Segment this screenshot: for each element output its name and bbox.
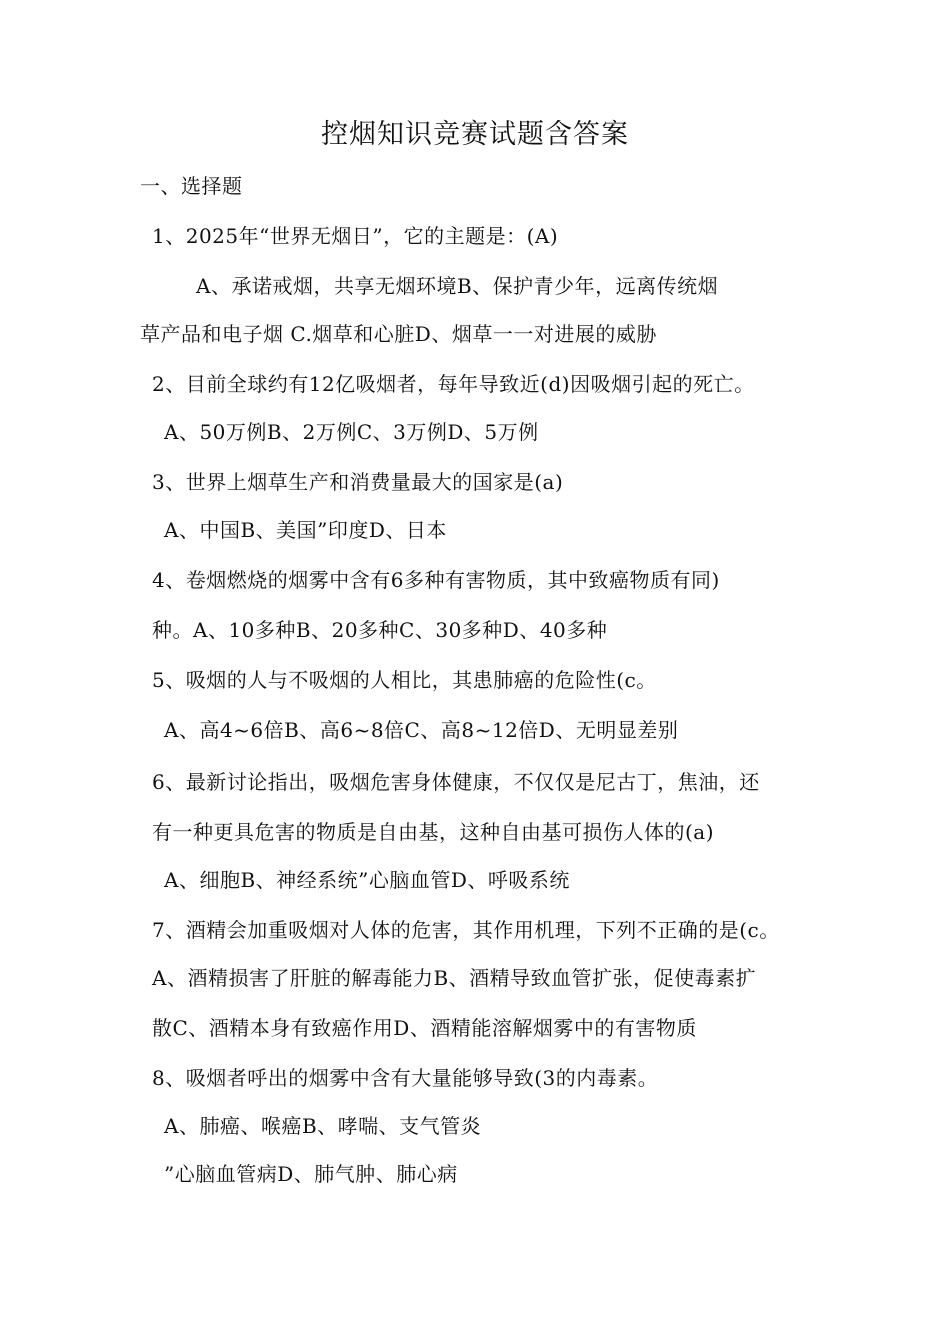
question-3: 3、世界上烟草生产和消费量最大的国家是(a) [152,470,564,494]
section-heading: 一、选择题 [140,174,243,198]
question-7: 7、酒精会加重吸烟对人体的危害，其作用机理，下列不正确的是(c。 [152,918,780,942]
question-2: 2、目前全球约有12亿吸烟者，每年导致近(d)因吸烟引起的死亡。 [152,372,755,396]
question-1: 1、2025年“世界无烟日”，它的主题是：(A) [152,224,559,248]
question-6-line-2: 有一种更具危害的物质是自由基，这种自由基可损伤人体的(a) [152,820,715,844]
question-5: 5、吸烟的人与不吸烟的人相比，其患肺癌的危险性(c。 [152,668,657,692]
question-6-options: A、细胞B、神经系统”心脑血管D、呼吸系统 [164,868,570,892]
question-3-options: A、中国B、美国”印度D、日本 [164,518,447,542]
question-7-options-line-2: 散C、酒精本身有致癌作用D、酒精能溶解烟雾中的有害物质 [152,1016,697,1040]
question-1-options-line-2: 草产品和电子烟 C.烟草和心脏D、烟草一一对进展的威胁 [140,322,657,346]
question-8-options-line-2: ”心脑血管病D、肺气肿、肺心病 [164,1162,458,1186]
question-4-options: 种。A、10多种B、20多种C、30多种D、40多种 [152,618,608,642]
question-6-line-1: 6、最新讨论指出，吸烟危害身体健康，不仅仅是尼古丁，焦油，还 [152,770,760,794]
question-2-options: A、50万例B、2万例C、3万例D、5万例 [164,420,539,444]
page-title: 控烟知识竞赛试题含答案 [321,119,629,150]
question-1-options-line-1: A、承诺戒烟，共享无烟环境B、保护青少年，远离传统烟 [196,274,719,298]
question-4: 4、卷烟燃烧的烟雾中含有6多种有害物质，其中致癌物质有同) [152,568,720,592]
question-8: 8、吸烟者呼出的烟雾中含有大量能够导致(3的内毒素。 [152,1066,659,1090]
question-8-options-line-1: A、肺癌、喉癌B、哮喘、支气管炎 [164,1114,482,1138]
question-7-options-line-1: A、酒精损害了肝脏的解毒能力B、酒精导致血管扩张，促使毒素扩 [152,966,757,990]
question-5-options: A、高4~6倍B、高6~8倍C、高8~12倍D、无明显差别 [164,718,679,742]
